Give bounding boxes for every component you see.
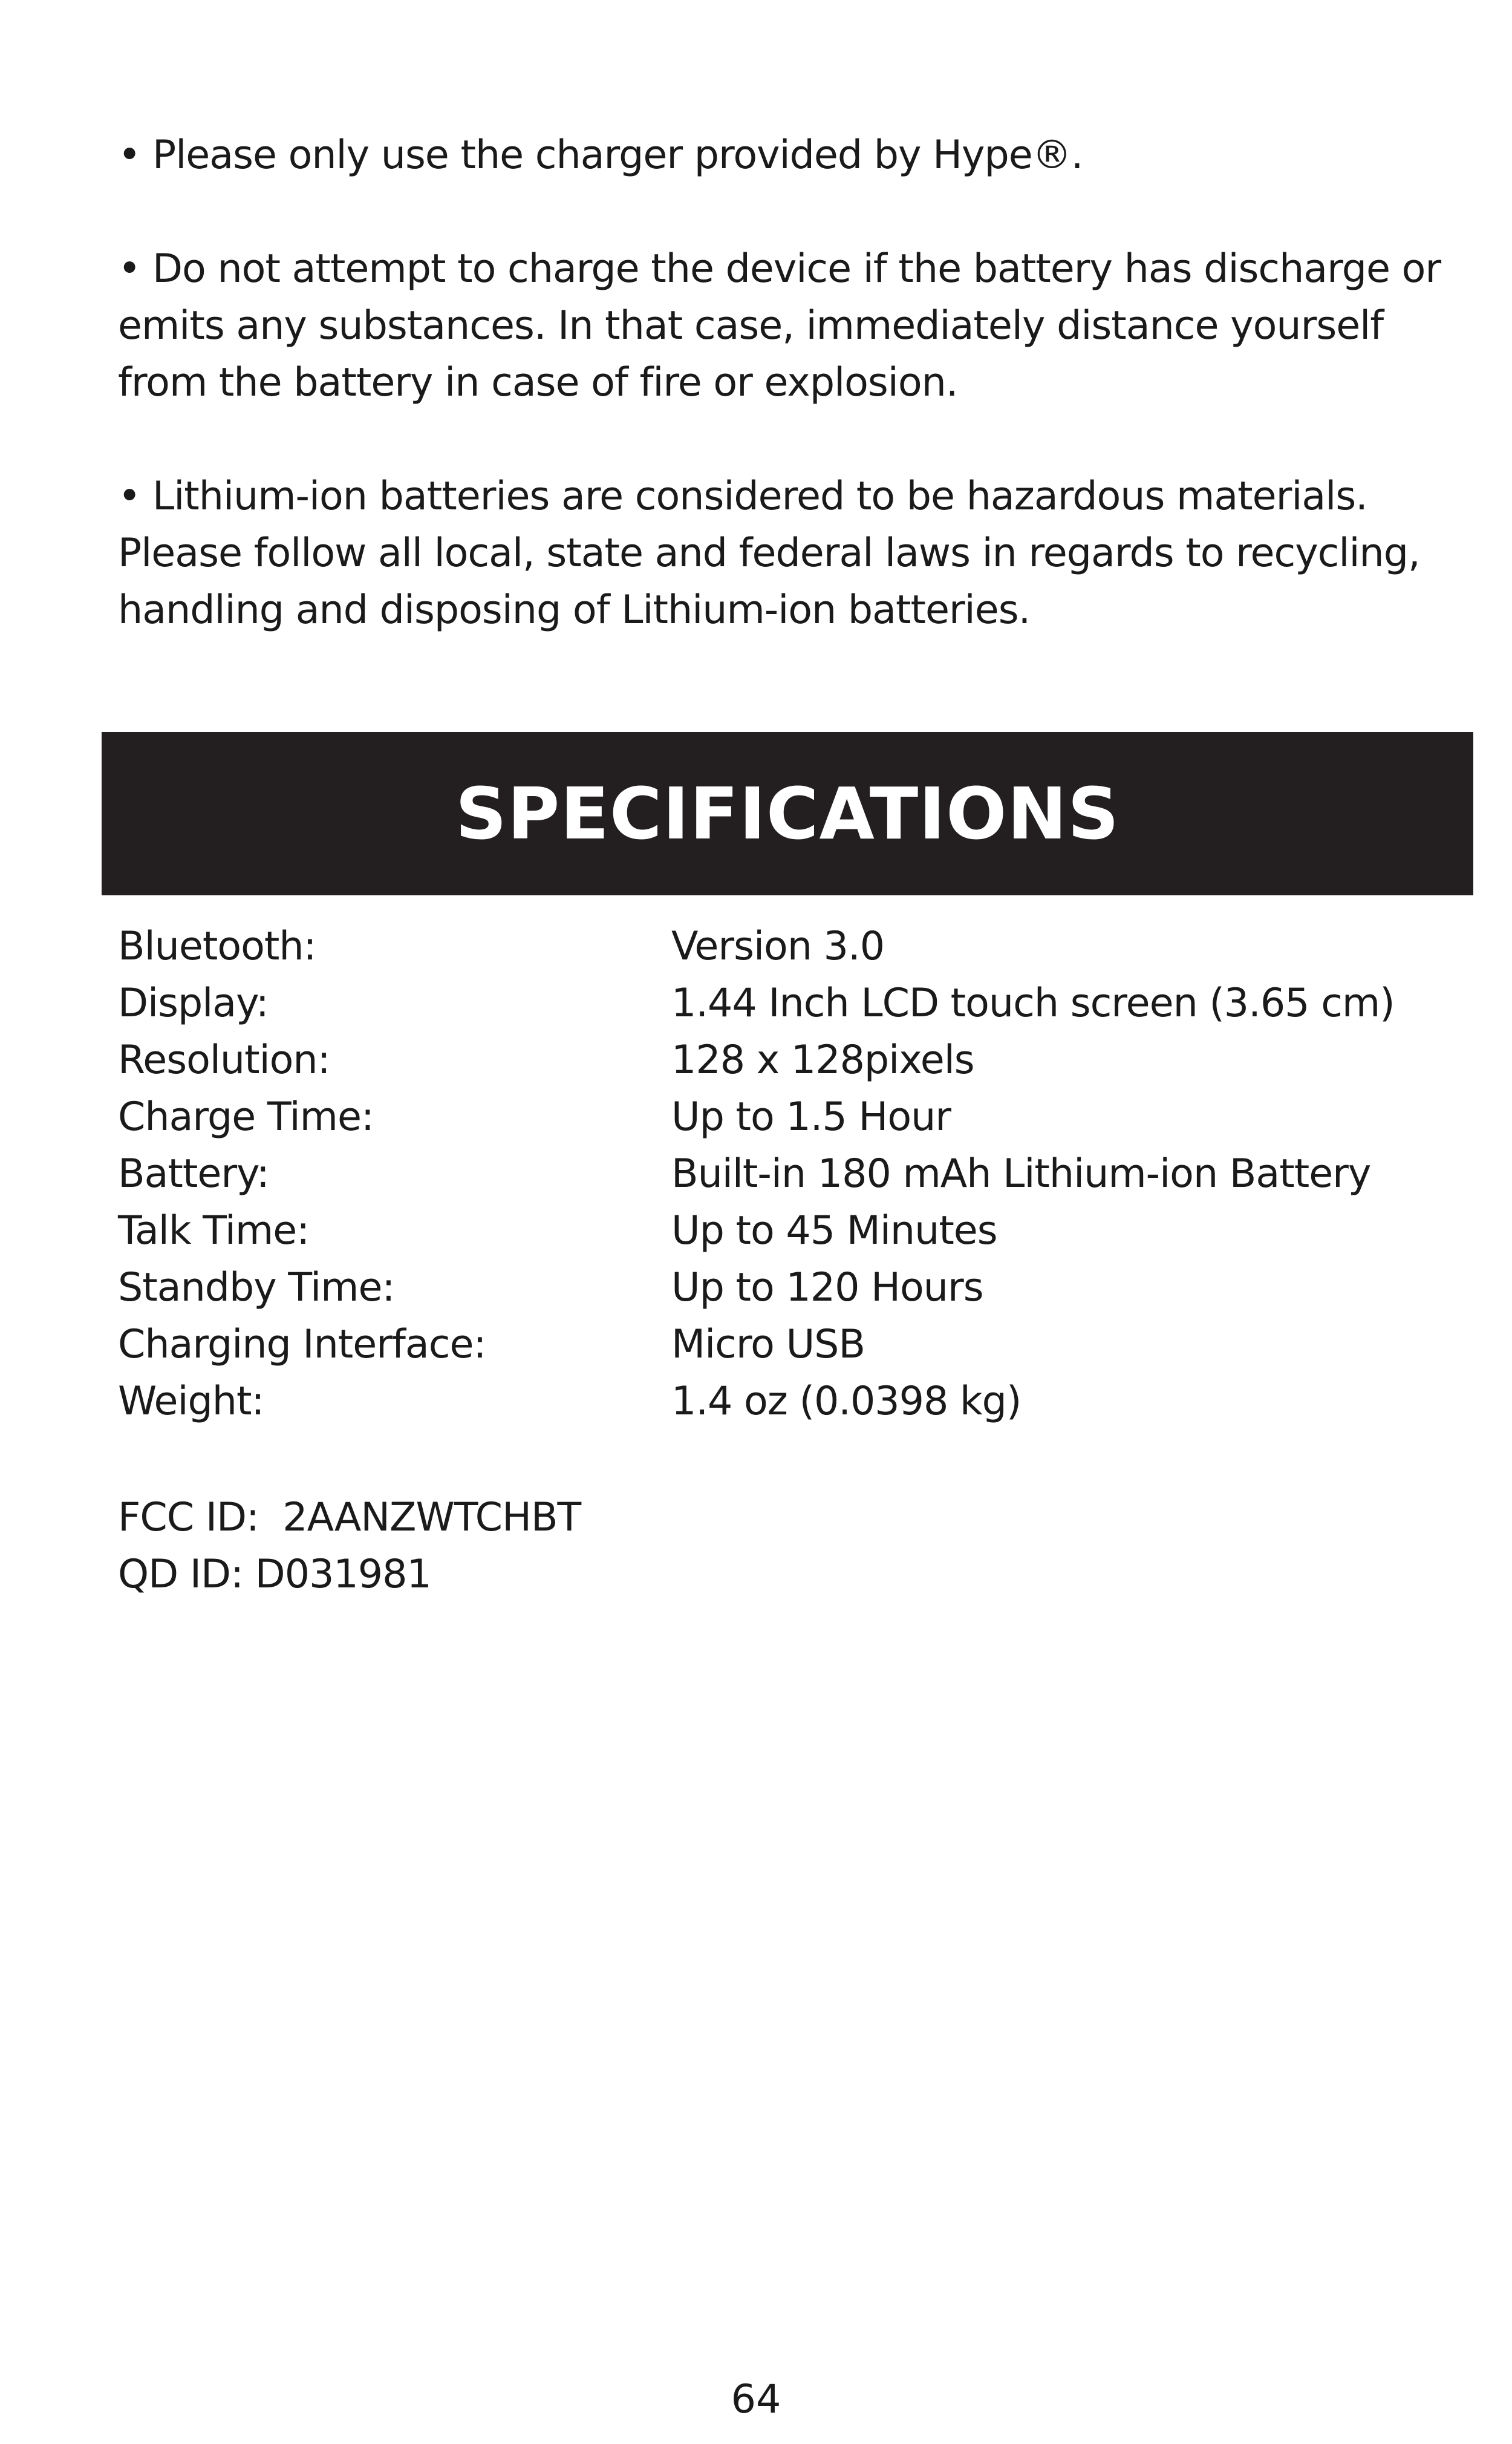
spec-label: Resolution:: [118, 1037, 330, 1083]
spec-row-display: [118, 975, 1473, 1032]
spec-label: Bluetooth:: [118, 924, 316, 969]
spec-label: Charge Time:: [118, 1094, 374, 1140]
spec-row-standby-time: [118, 1260, 1473, 1316]
page-number: 64: [731, 2377, 781, 2422]
spec-row-resolution: [118, 1032, 1473, 1089]
spec-value: 128 x 128pixels: [671, 1037, 974, 1083]
spec-label: Battery:: [118, 1151, 269, 1197]
spec-row-talk-time: [118, 1203, 1473, 1260]
spec-row-charge-time: [118, 1089, 1473, 1146]
spec-value: Built-in 180 mAh Lithium-ion Battery: [671, 1151, 1371, 1197]
spec-value: Version 3.0: [671, 924, 885, 969]
spec-value: Micro USB: [671, 1322, 865, 1367]
spec-label: Display:: [118, 981, 269, 1026]
warning-lithium-ion: • Lithium-ion batteries are considered to be hazardous materials. Please follow all local, state and federal laws in regards to recycling, handling and disposing of Lithium-ion batteries.: [118, 474, 1420, 633]
qd-id: QD ID: D031981: [118, 1552, 431, 1597]
spec-value: Up to 120 Hours: [671, 1265, 983, 1310]
spec-label: Charging Interface:: [118, 1322, 486, 1367]
specifications-banner: [102, 732, 1473, 895]
specifications-list: [118, 918, 1473, 1430]
spec-row-bluetooth: [118, 918, 1473, 975]
spec-row-weight: [118, 1373, 1473, 1430]
specifications-title: SPECIFICATIONS: [455, 772, 1120, 855]
spec-label: Standby Time:: [118, 1265, 395, 1310]
spec-row-battery: [118, 1146, 1473, 1203]
warning-discharge: • Do not attempt to charge the device if the battery has discharge or emits any substances. In that case, immediately distance yourself from the battery in case of fire or explosion.: [118, 246, 1441, 405]
spec-label: Talk Time:: [118, 1208, 310, 1253]
spec-value: Up to 45 Minutes: [671, 1208, 997, 1253]
spec-value: Up to 1.5 Hour: [671, 1094, 951, 1140]
spec-value: 1.4 oz (0.0398 kg): [671, 1379, 1022, 1424]
spec-label: Weight:: [118, 1379, 264, 1424]
safety-warnings: [118, 127, 1473, 696]
spec-row-charging-interface: [118, 1316, 1473, 1373]
warning-charger: • Please only use the charger provided by Hype®.: [118, 132, 1083, 178]
regulatory-ids: [118, 1489, 581, 1603]
spec-value: 1.44 Inch LCD touch screen (3.65 cm): [671, 981, 1395, 1026]
fcc-id: FCC ID: 2AANZWTCHBT: [118, 1495, 581, 1540]
